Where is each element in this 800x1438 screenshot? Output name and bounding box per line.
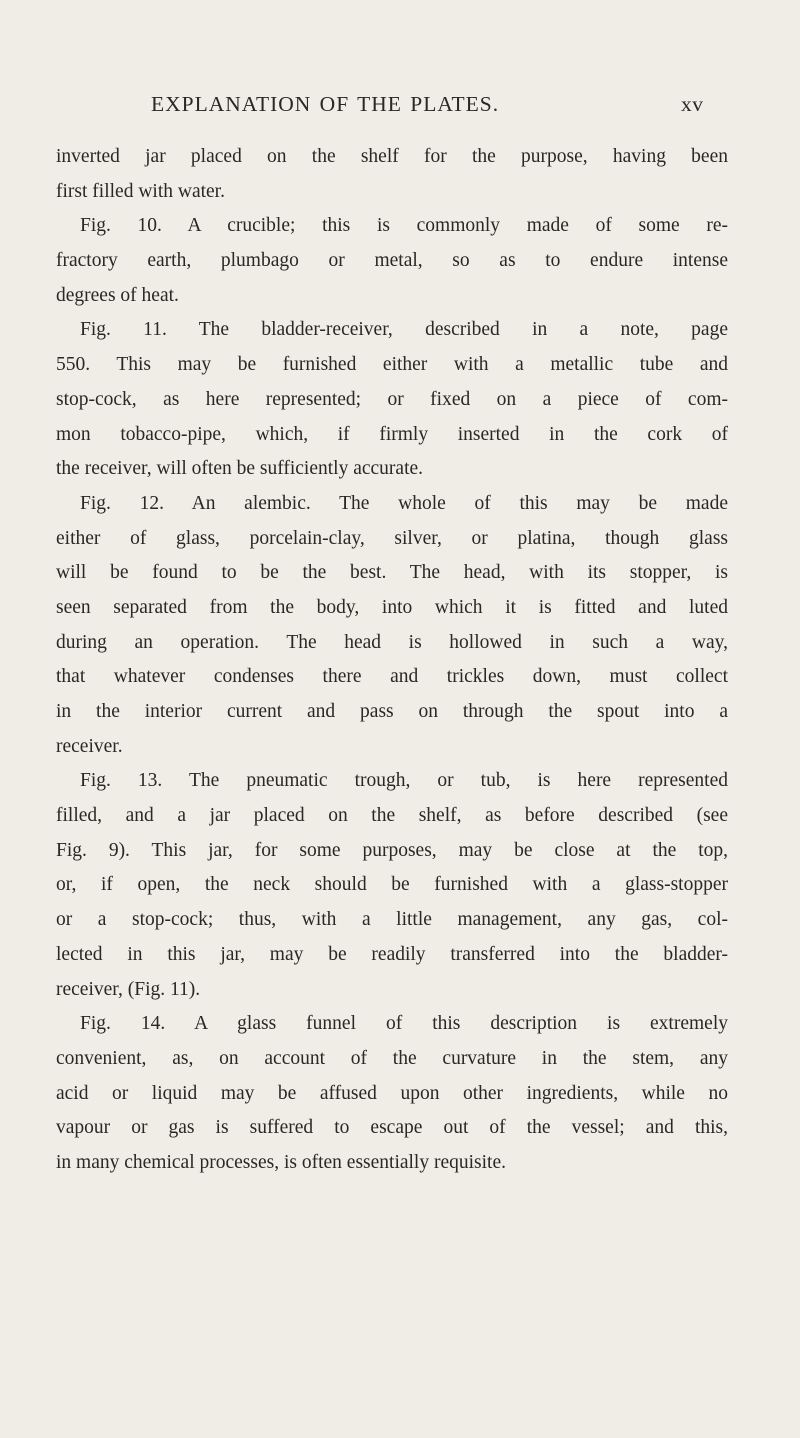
text-line: either of glass, porcelain-clay, silver, or platina, though glass — [56, 527, 728, 549]
text-line: will be found to be the best. The head, with its stopper, is — [56, 562, 728, 584]
text-line: vapour or gas is suffered to escape out of the vessel; and this, — [56, 1117, 728, 1139]
paragraph-fig-10: Fig. 10. A crucible; this is commonly made of some re- — [80, 215, 728, 237]
text-line: stop-cock, as here represented; or fixed on a piece of com- — [56, 388, 728, 410]
text-line: inverted jar placed on the shelf for the purpose, having been — [56, 146, 728, 167]
text-line: mon tobacco-pipe, which, if firmly inserted in the cork of — [56, 423, 728, 445]
text-line: lected in this jar, may be readily transferred into the bladder- — [56, 943, 728, 965]
text-line: filled, and a jar placed on the shelf, as before described (see — [56, 805, 728, 827]
text-line: seen separated from the body, into which it is fitted and luted — [56, 596, 728, 618]
text-line: convenient, as, on account of the curvature in the stem, any — [56, 1047, 728, 1069]
text-line: Fig. 9). This jar, for some purposes, may be close at the top, — [56, 839, 728, 861]
paragraph-fig-12: Fig. 12. An alembic. The whole of this may be made — [80, 492, 728, 514]
text-line: 550. This may be furnished either with a metallic tube and — [56, 354, 728, 376]
text-line: that whatever condenses there and trickles down, must collect — [56, 666, 728, 688]
text-line: receiver. — [56, 735, 123, 757]
paragraph-fig-14: Fig. 14. A glass funnel of this description is extremely — [80, 1013, 728, 1035]
page-number: xv — [681, 92, 704, 116]
running-title: EXPLANATION OF THE PLATES. — [151, 92, 500, 116]
body-text — [56, 140, 728, 1181]
text-line: first filled with water. — [56, 180, 225, 202]
text-line: fractory earth, plumbago or metal, so as to endure intense — [56, 250, 728, 272]
page-header — [0, 92, 800, 124]
text-line: or a stop-cock; thus, with a little management, any gas, col- — [56, 909, 728, 931]
text-line: or, if open, the neck should be furnished with a glass-stopper — [56, 874, 728, 896]
text-line: acid or liquid may be affused upon other ingredients, while no — [56, 1082, 728, 1104]
paragraph-fig-11: Fig. 11. The bladder-receiver, described in a note, page — [80, 319, 728, 341]
paragraph-fig-13: Fig. 13. The pneumatic trough, or tub, is here represented — [80, 770, 728, 792]
text-line: in many chemical processes, is often essentially requisite. — [56, 1151, 506, 1173]
text-line: degrees of heat. — [56, 284, 179, 306]
text-line: receiver, (Fig. 11). — [56, 978, 201, 1000]
text-line: the receiver, will often be sufficiently accurate. — [56, 458, 424, 480]
text-line: in the interior current and pass on through the spout into a — [56, 701, 728, 722]
text-line: during an operation. The head is hollowed in such a way, — [56, 631, 728, 653]
